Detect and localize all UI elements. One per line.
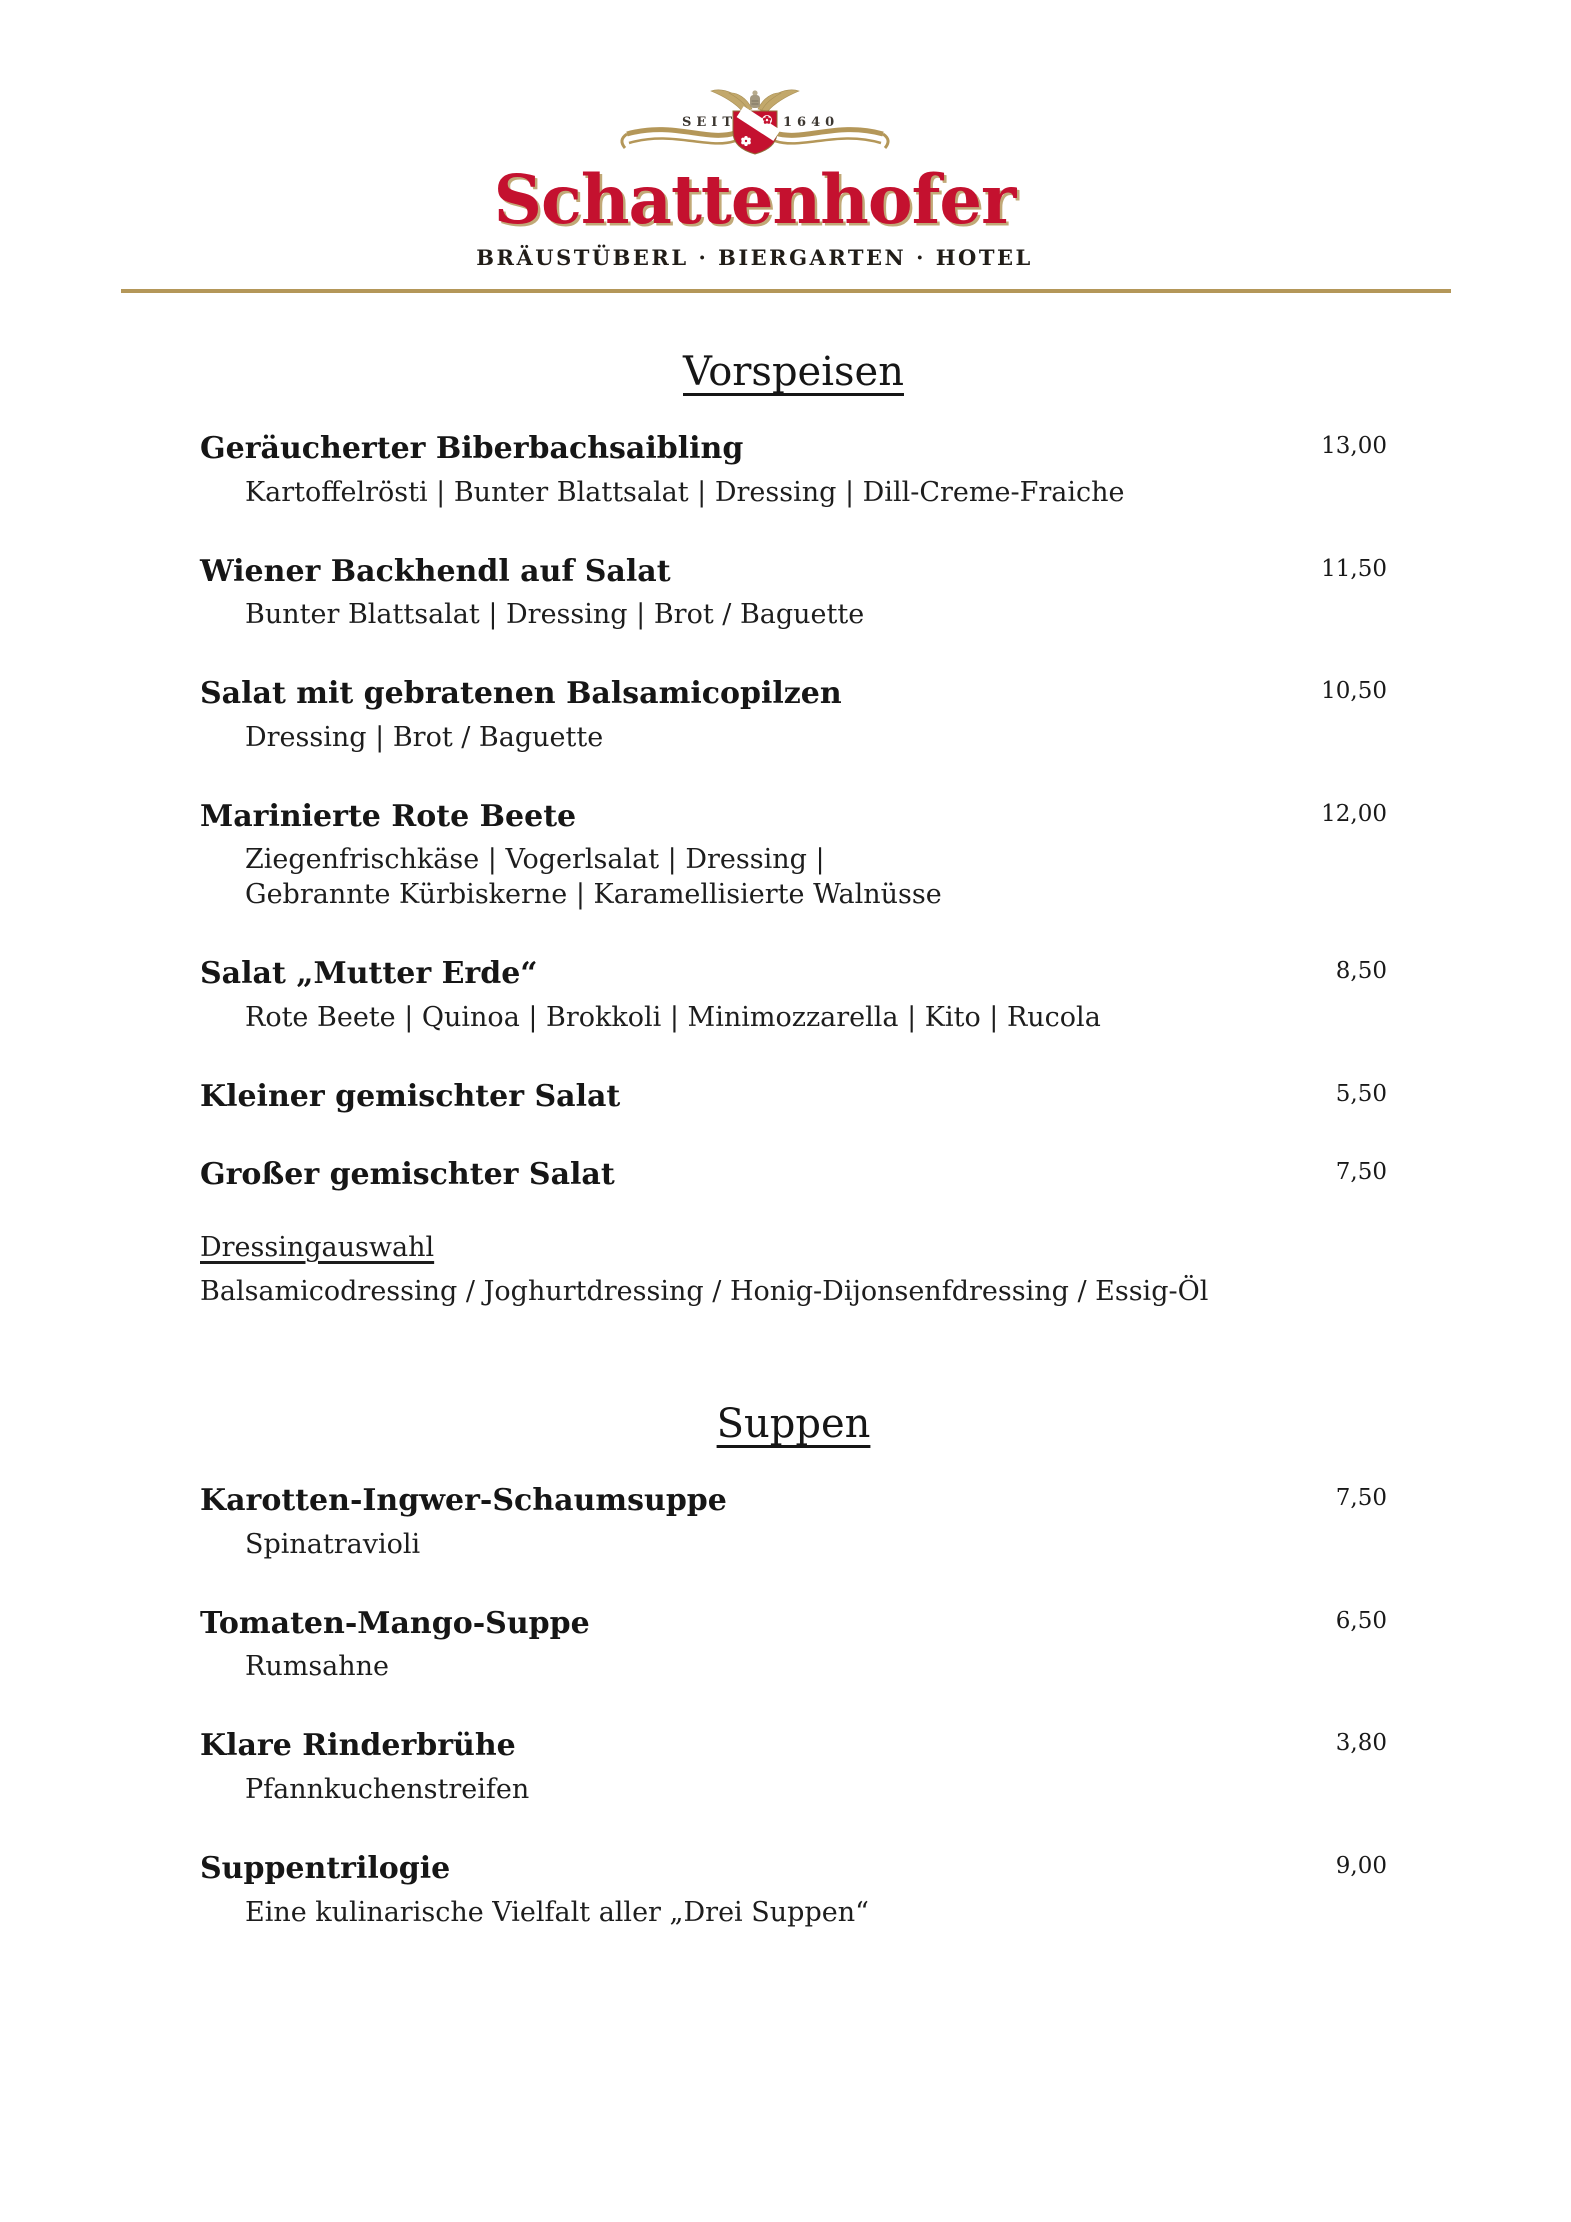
menu-item-row (200, 1853, 1387, 1885)
menu-item (200, 1605, 1387, 1685)
item-price: 7,50 (1335, 1485, 1387, 1512)
item-description-line: Gebrannte Kürbiskerne | Karamellisierte Walnüsse (245, 879, 942, 911)
item-name: Wiener Backhendl auf Salat (200, 553, 671, 589)
item-description-line: Rote Beete | Quinoa | Brokkoli | Minimozzarella | Kito | Rucola (245, 1001, 1101, 1033)
section-title: Suppen (716, 1401, 871, 1448)
item-descriptions (245, 842, 1387, 912)
item-descriptions (245, 1649, 1387, 1684)
menu-item-row (200, 553, 1387, 589)
item-description-line: Rumsahne (245, 1651, 390, 1683)
dressing-note-text: Balsamicodressing / Joghurtdressing / Honig-Dijonsenfdressing / Essig-Öl (200, 1276, 1209, 1308)
menu-item (200, 433, 1387, 510)
seit-label: SEIT (681, 115, 737, 130)
item-price: 10,50 (1321, 678, 1387, 705)
item-description-line: Kartoffelrösti | Bunter Blattsalat | Dressing | Dill-Creme-Fraiche (245, 476, 1125, 508)
menu-section (200, 1401, 1387, 1929)
brand-name: Schattenhofer (493, 160, 1016, 239)
rosette-icon (762, 115, 772, 125)
menu-item (200, 1485, 1387, 1562)
item-name: Salat mit gebratenen Balsamicopilzen (200, 676, 842, 712)
item-name: Tomaten-Mango-Suppe (200, 1605, 590, 1641)
menu-item-row (200, 1081, 1387, 1113)
item-description-line: Pfannkuchenstreifen (245, 1773, 530, 1805)
item-description-line: Dressing | Brot / Baguette (245, 721, 604, 753)
item-price: 3,80 (1335, 1730, 1387, 1757)
item-description-line: Eine kulinarische Vielfalt aller „Drei Suppen“ (245, 1896, 869, 1928)
menu-item (200, 958, 1387, 1035)
item-price: 12,00 (1321, 800, 1387, 827)
menu-item (200, 553, 1387, 633)
item-descriptions (245, 475, 1387, 510)
item-price: 7,50 (1335, 1158, 1387, 1185)
crest-logo (605, 84, 905, 164)
menu-item-row (200, 1605, 1387, 1641)
menu-item-row (200, 1485, 1387, 1517)
item-price: 13,00 (1321, 433, 1387, 459)
menu-item-row (200, 958, 1387, 990)
dressing-note-title: Dressingauswahl (200, 1232, 435, 1264)
menu-item (200, 678, 1387, 755)
item-description-line: Bunter Blattsalat | Dressing | Brot / Baguette (245, 599, 865, 631)
item-descriptions (245, 720, 1387, 755)
menu-item (200, 1853, 1387, 1930)
helmet-icon (750, 90, 760, 108)
menu-item-row (200, 678, 1387, 710)
item-price: 8,50 (1335, 958, 1387, 985)
menu-item-row (200, 798, 1387, 834)
item-descriptions (245, 1000, 1387, 1035)
menu-item (200, 798, 1387, 913)
menu-item-row (200, 1730, 1387, 1762)
menu-sections (200, 349, 1387, 1930)
item-name: Karotten-Ingwer-Schaumsuppe (200, 1483, 727, 1519)
item-name: Salat „Mutter Erde“ (200, 956, 538, 992)
item-price: 6,50 (1335, 1607, 1387, 1634)
item-name: Kleiner gemischter Salat (200, 1079, 621, 1115)
menu-item (200, 1730, 1387, 1807)
section-title: Vorspeisen (683, 349, 904, 395)
item-description-line: Spinatravioli (245, 1528, 421, 1560)
item-name: Suppentrilogie (200, 1851, 451, 1887)
gold-divider (121, 289, 1451, 293)
item-price: 9,00 (1335, 1853, 1387, 1880)
item-descriptions (245, 1527, 1387, 1562)
brand-header (0, 0, 1571, 293)
dressing-note (200, 1230, 1387, 1309)
item-name: Klare Rinderbrühe (200, 1728, 516, 1764)
menu-item-row (200, 1156, 1387, 1192)
item-price: 5,50 (1335, 1081, 1387, 1108)
item-description-line: Ziegenfrischkäse | Vogerlsalat | Dressing | (245, 844, 825, 876)
brand-block (0, 84, 1540, 270)
item-name: Großer gemischter Salat (200, 1156, 615, 1192)
menu-item (200, 1081, 1387, 1113)
item-name: Geräucherter Biberbachsaibling (200, 431, 744, 466)
section-items (200, 1485, 1387, 1929)
brand-tagline: BRÄUSTÜBERL · BIERGARTEN · HOTEL (476, 245, 1033, 270)
menu-item-row (200, 433, 1387, 465)
item-descriptions (245, 1895, 1387, 1930)
item-descriptions (245, 1772, 1387, 1807)
item-name: Marinierte Rote Beete (200, 798, 577, 834)
year-label: 1640 (782, 115, 839, 130)
section-items (200, 433, 1387, 1190)
menu-section (200, 349, 1387, 1309)
item-descriptions (245, 597, 1387, 632)
menu-item (200, 1156, 1387, 1192)
item-price: 11,50 (1321, 555, 1387, 582)
